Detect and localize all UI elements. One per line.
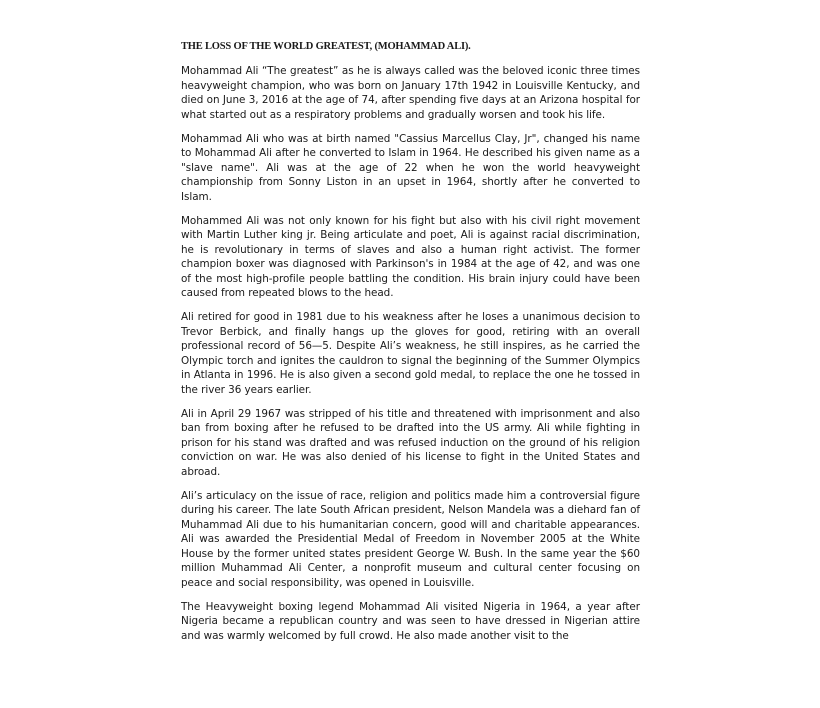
paragraph-name-change: Mohammad Ali who was at birth named "Cassius Marcellus Clay, Jr", changed his name to Mohammad Ali after he converted to Islam in 1964. He described his given name as a "slave name". Ali was at the age of 22 when he won the world heavyweight championship from Sonny Liston in an upset in 1964, shortly after he converted to Islam. [181,132,640,203]
paragraph-nigeria-visit: The Heavyweight boxing legend Mohammad Ali visited Nigeria in 1964, a year after Nigeria became a republican country and was seen to have dressed in Nigerian attire and was warmly welcomed by full crowd. He also made another visit to the [181,600,640,642]
paragraph-civil-rights: Mohammed Ali was not only known for his fight but also with his civil right movement with Martin Luther king jr. Being articulate and poet, Ali is against racial discrimination, he is revolutionary in terms of slaves and also a human right activist. The former champion boxer was diagnosed with Parkinson's in 1984 at the age of 42, and was one of the most high-profile people battling the condition. His brain injury could have been caused from repeated blows to the head. [181,214,640,299]
paragraph-draft-refusal: Ali in April 29 1967 was stripped of his title and threatened with imprisonment and also ban from boxing after he refused to be drafted into the US army. Ali while fighting in prison for his stand was drafted and was refused induction on the ground of his religion conviction on war. He was also denied of his license to fight in the United States and abroad. [181,407,640,478]
document-title: THE LOSS OF THE WORLD GREATEST, (MOHAMMAD ALI). [181,41,471,52]
paragraph-legacy: Ali’s articulacy on the issue of race, religion and politics made him a controversial figure during his career. The late South African president, Nelson Mandela was a diehard fan of Muhammad Ali due to his humanitarian concern, good will and charitable appearances. Ali was awarded the Presidential Medal of Freedom in November 2005 at the White House by the former united states president George W. Bush. In the same year the $60 million Muhammad Ali Center, a nonprofit museum and cultural center focusing on peace and social responsibility, was opened in Louisville. [181,489,640,589]
paragraph-retirement: Ali retired for good in 1981 due to his weakness after he loses a unanimous decision to Trevor Berbick, and finally hangs up the gloves for good, retiring with an overall professional record of 56—5. Despite Ali’s weakness, he still inspires, as he carried the Olympic torch and ignites the cauldron to signal the beginning of the Summer Olympics in Atlanta in 1996. He is also given a second gold medal, to replace the one he tossed in the river 36 years earlier. [181,311,640,396]
document-page [181,40,640,653]
paragraph-birth-death: Mohammad Ali “The greatest” as he is always called was the beloved iconic three times heavyweight champion, who was born on January 17th 1942 in Louisville Kentucky, and died on June 3, 2016 at the age of 74, after spending five days at an Arizona hospital for what started out as a respiratory problems and gradually worsen and took his life. [181,65,640,121]
